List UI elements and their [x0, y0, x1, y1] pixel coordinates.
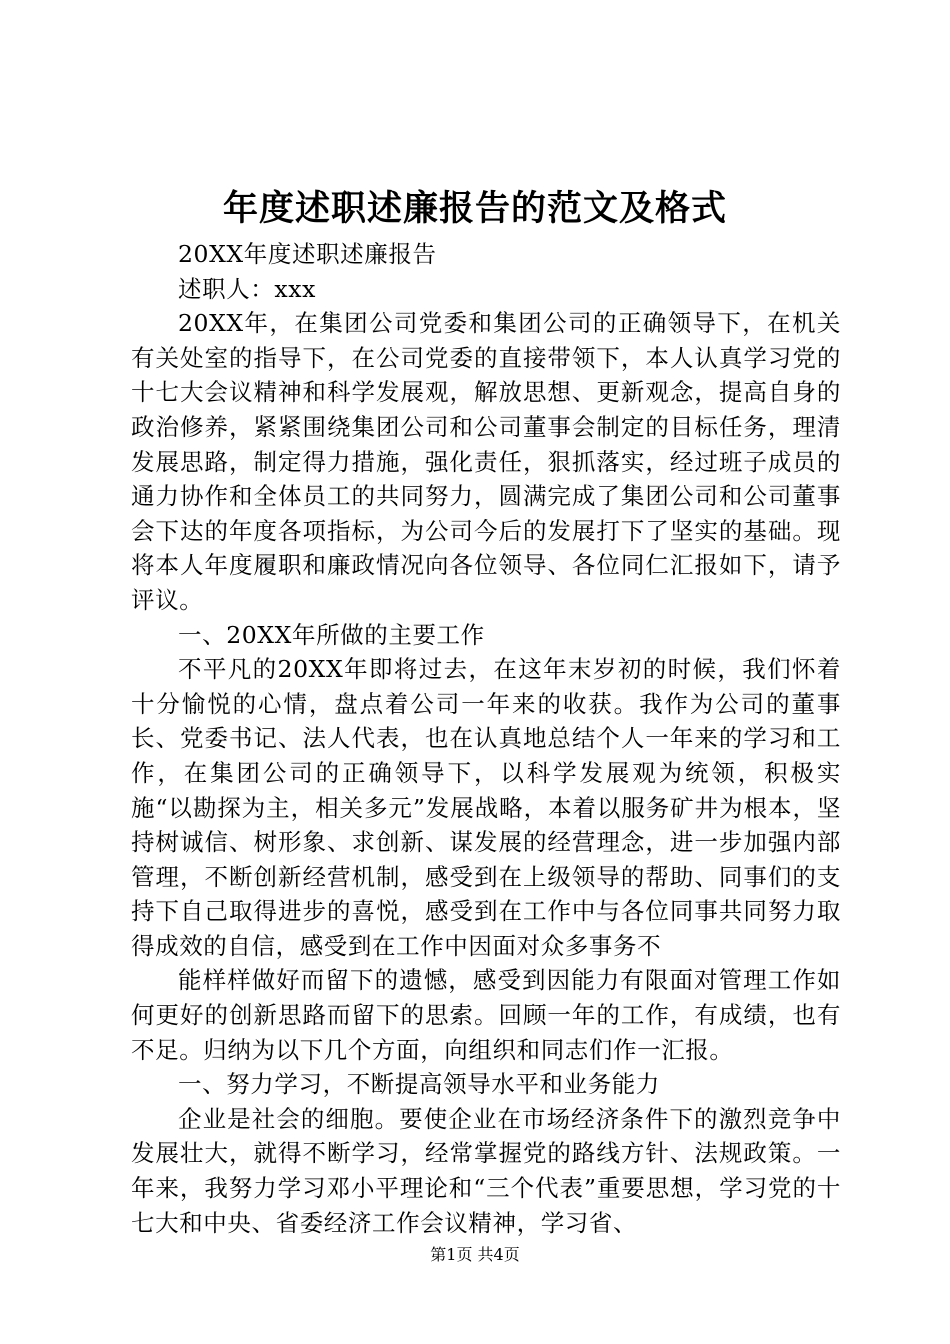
work-paragraph-continued: 能样样做好而留下的遗憾，感受到因能力有限面对管理工作如何更好的创新思路而留下的思索。回顾一年的工作，有成绩，也有不足。归纳为以下几个方面，向组织和同志们作一汇报。 [131, 966, 841, 1064]
document-body [131, 237, 841, 1240]
page-footer: 第1页 共4页 [430, 1245, 520, 1264]
intro-paragraph: 20XX年，在集团公司党委和集团公司的正确领导下，在机关有关处室的指导下，在公司党委的直接带领下，本人认真学习党的十七大会议精神和科学发展观，解放思想、更新观念，提高自身的政治修养，紧紧围绕集团公司和公司董事会制定的目标任务，理清发展思路，制定得力措施，强化责任，狠抓落实，经过班子成员的通力协作和全体员工的共同努力，圆满完成了集团公司和公司董事会下达的年度各项指标，为公司今后的发展打下了坚实的基础。现将本人年度履职和廉政情况向各位领导、各位同仁汇报如下，请予评议。 [131, 309, 841, 614]
section-heading-main-work: 一、20XX年所做的主要工作 [178, 620, 485, 649]
section-heading-learning: 一、努力学习，不断提高领导水平和业务能力 [178, 1070, 660, 1099]
learning-paragraph: 企业是社会的细胞。要使企业在市场经济条件下的激烈竞争中发展壮大，就得不断学习，经常掌握党的路线方针、法规政策。一年来，我努力学习邓小平理论和“三个代表”重要思想，学习党的十七大和中央、省委经济工作会议精神，学习省、 [131, 1104, 841, 1237]
work-paragraph: 不平凡的20XX年即将过去，在这年末岁初的时候，我们怀着十分愉悦的心情，盘点着公司一年来的收获。我作为公司的董事长、党委书记、法人代表，也在认真地总结个人一年来的学习和工作，在集团公司的正确领导下，以科学发展观为统领，积极实施“以勘探为主，相关多元”发展战略，本着以服务矿井为根本，坚持树诚信、树形象、求创新、谋发展的经营理念，进一步加强内部管理，不断创新经营机制，感受到在上级领导的帮助、同事们的支持下自己取得进步的喜悦，感受到在工作中与各位同事共同努力取得成效的自信，感受到在工作中因面对众多事务不 [131, 655, 841, 960]
reporter-line: 述职人：xxx [178, 274, 316, 303]
document-title: 年度述职述廉报告的范文及格式 [222, 188, 727, 229]
report-heading: 20XX年度述职述廉报告 [178, 240, 437, 268]
